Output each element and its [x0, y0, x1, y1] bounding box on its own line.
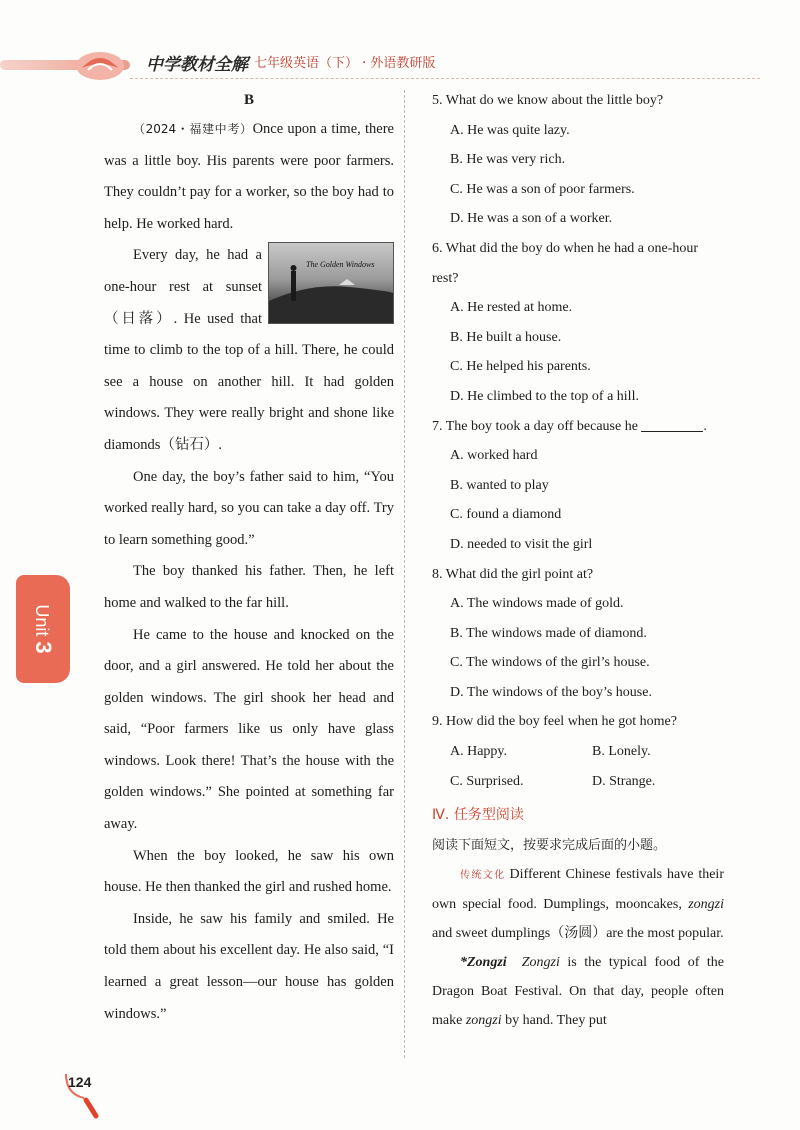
option: A. Happy. — [450, 744, 508, 760]
option: B. He was very rich. — [450, 152, 566, 168]
section-paragraph-2: *Zongzi Zongzi is the typical food of the Dragon Boat Festival. On that day, people often make zongzi by hand. They put — [432, 955, 725, 1029]
page-number-badge — [62, 1070, 112, 1120]
option-row — [450, 767, 724, 797]
option: B. The windows made of diamond. — [450, 625, 647, 641]
option-row — [450, 737, 724, 767]
reading-passage — [104, 86, 394, 1030]
page-number: 124 — [68, 1074, 92, 1090]
option: C. Surprised. — [450, 773, 524, 789]
passage-source: （2024・福建中考） — [133, 122, 253, 136]
unit-side-tab — [16, 575, 70, 683]
option: C. He helped his parents. — [450, 359, 591, 375]
landscape-illustration-icon — [269, 243, 393, 323]
series-title: 中学教材全解 — [146, 55, 248, 75]
option: D. Strange. — [592, 773, 656, 789]
passage-paragraph-2: The Golden Windows Every day, he had a one-hour rest at sunset（日落）. He used that time to climb to the top of a hill. There, he could see a house on another hill. It had golden windows. They were really bright and shone like diamonds（钻石）. — [104, 240, 394, 461]
option: B. Lonely. — [592, 744, 651, 760]
page-header — [0, 40, 800, 90]
option: A. He was quite lazy. — [450, 122, 570, 138]
question-5: 5. What do we know about the little boy? — [432, 93, 664, 108]
option: A. worked hard — [450, 448, 538, 464]
passage-letter: B — [243, 92, 254, 108]
option: C. The windows of the girl’s house. — [450, 655, 650, 671]
question-6: 6. What did the boy do when he had a one-hour rest? — [432, 240, 699, 286]
question-7: 7. The boy took a day off because he . — [432, 418, 707, 434]
question-8: 8. What did the girl point at? — [432, 566, 594, 582]
passage-paragraph-6: When the boy looked, he saw his own house. He then thanked the girl and rushed home. — [104, 847, 394, 896]
golden-windows-picture — [268, 242, 394, 324]
passage-paragraph-3: One day, the boy’s father said to him, “You worked really hard, so you can take a day off. Try to learn something good.” — [104, 468, 394, 548]
option: B. He built a house. — [450, 329, 562, 345]
section-heading: Ⅳ. 任务型阅读 — [432, 807, 524, 824]
culture-tag: 传统文化 — [460, 870, 506, 882]
section-instruction: 阅读下面短文，按要求完成后面的小题。 — [432, 838, 667, 854]
option: D. He was a son of a worker. — [450, 211, 613, 227]
option: D. The windows of the boy’s house. — [450, 684, 652, 700]
section-paragraph-1: 传统文化 Different Chinese festivals have their own special food. Dumplings, mooncakes, zongzi and sweet dumplings（汤圆）are the most popular. — [432, 867, 724, 942]
option: A. The windows made of gold. — [450, 596, 624, 612]
option: C. He was a son of poor farmers. — [450, 181, 635, 197]
passage-paragraph-4: The boy thanked his father. Then, he left home and walked to the far hill. — [104, 563, 394, 611]
passage-paragraph-5: He came to the house and knocked on the door, and a girl answered. He told her about the golden windows. The girl shook her head and said, “Poor farmers like us only have glass windows. Look there! That’s the house with the golden windows.” She pointed at something far away. — [104, 626, 394, 833]
book-logo-icon — [72, 44, 128, 84]
header-divider — [130, 78, 760, 79]
option: C. found a diamond — [450, 507, 562, 523]
unit-label: Unit 3 — [31, 604, 56, 654]
answer-blank[interactable] — [641, 417, 703, 432]
passage-paragraph-1: （2024・福建中考）Once upon a time, there was a little boy. His parents were poor farmers. They couldn’t pay for a worker, so the boy had to help. He worked hard. — [104, 121, 394, 232]
picture-caption: The Golden Windows — [306, 260, 375, 270]
option: B. wanted to play — [450, 477, 549, 493]
book-title: 七年级英语（下） · 外语教研版 — [254, 56, 436, 71]
passage-paragraph-7: Inside, he saw his family and smiled. He told them about his excellent day. He also said, “I learned a great lesson—our house has golden windows.” — [104, 910, 394, 1022]
column-divider — [404, 90, 405, 1058]
questions-column — [432, 86, 724, 1035]
option: D. needed to visit the girl — [450, 536, 593, 552]
question-9: 9. How did the boy feel when he got home? — [432, 714, 677, 730]
option: D. He climbed to the top of a hill. — [450, 388, 639, 404]
option: A. He rested at home. — [450, 300, 573, 316]
